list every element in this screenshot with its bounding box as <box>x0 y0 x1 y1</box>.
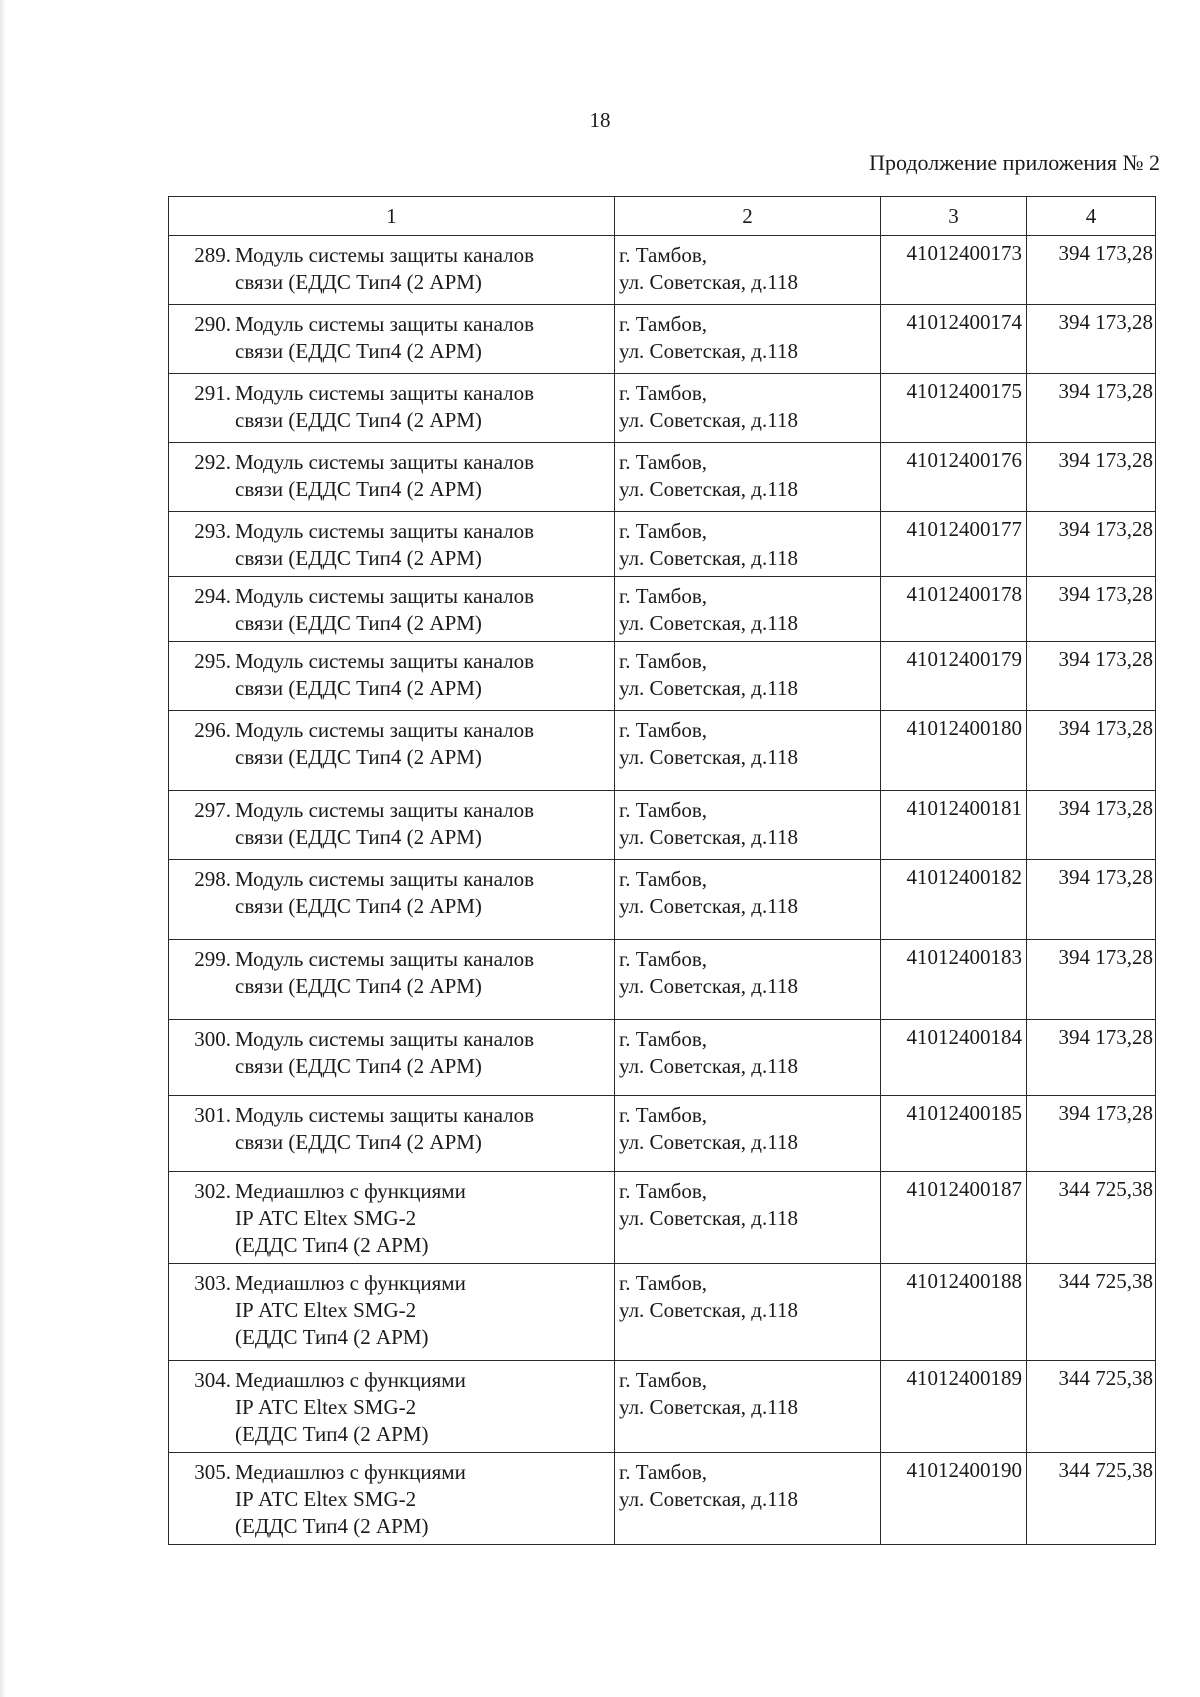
property-table <box>168 196 1156 1545</box>
inventory-number: 41012400173 <box>906 241 1022 265</box>
item-name-line: Модуль системы защиты каналов <box>235 312 535 336</box>
item-name-line: связи (ЕДДС Тип4 (2 АРМ) <box>235 339 482 363</box>
item-name-cell <box>169 1453 615 1545</box>
item-name-line: Модуль системы защиты каналов <box>235 584 535 608</box>
item-name-line: связи (ЕДДС Тип4 (2 АРМ) <box>235 1130 482 1154</box>
item-name-cell <box>169 236 615 305</box>
price-cell <box>1027 791 1156 860</box>
address-line: г. Тамбов, <box>619 312 708 336</box>
address-line: г. Тамбов, <box>619 798 708 822</box>
item-name-line: (ЕДДС Тип4 (2 АРМ) <box>235 1422 429 1446</box>
inventory-number: 41012400187 <box>906 1177 1022 1201</box>
inventory-number-cell <box>881 305 1027 374</box>
inventory-number-cell <box>881 940 1027 1020</box>
address-cell <box>615 1172 881 1264</box>
item-name-line: Модуль системы защиты каналов <box>235 947 535 971</box>
inventory-number-cell <box>881 1096 1027 1172</box>
table-row <box>169 236 1156 305</box>
address-line: ул. Советская, д.118 <box>619 1130 798 1154</box>
item-name-line: (ЕДДС Тип4 (2 АРМ) <box>235 1514 429 1538</box>
inventory-number-cell <box>881 642 1027 711</box>
item-name-line: Медиашлюз с функциями <box>235 1271 466 1295</box>
item-name-line: Модуль системы защиты каналов <box>235 1027 535 1051</box>
item-number: 295. <box>194 649 231 673</box>
item-number: 293. <box>194 519 231 543</box>
column-header-4: 4 <box>1027 197 1156 236</box>
header-row <box>169 197 1156 236</box>
item-name-line: Модуль системы защиты каналов <box>235 649 535 673</box>
address-line: ул. Советская, д.118 <box>619 1054 798 1078</box>
inventory-number: 41012400175 <box>906 379 1022 403</box>
address-line: ул. Советская, д.118 <box>619 546 798 570</box>
address-line: г. Тамбов, <box>619 243 708 267</box>
address-cell <box>615 1096 881 1172</box>
table-row <box>169 577 1156 642</box>
address-line: ул. Советская, д.118 <box>619 974 798 998</box>
inventory-number: 41012400180 <box>906 716 1022 740</box>
item-name-cell <box>169 305 615 374</box>
item-name-line: Модуль системы защиты каналов <box>235 867 535 891</box>
address-line: г. Тамбов, <box>619 450 708 474</box>
item-name-cell <box>169 642 615 711</box>
address-cell <box>615 1264 881 1361</box>
address-line: г. Тамбов, <box>619 381 708 405</box>
address-line: ул. Советская, д.118 <box>619 1487 798 1511</box>
price-value: 394 173,28 <box>1058 1025 1153 1049</box>
price-value: 344 725,38 <box>1058 1269 1153 1293</box>
table-row <box>169 791 1156 860</box>
item-number: 299. <box>194 947 231 971</box>
table-row <box>169 711 1156 791</box>
item-name-line: связи (ЕДДС Тип4 (2 АРМ) <box>235 676 482 700</box>
item-number: 291. <box>194 381 231 405</box>
price-value: 344 725,38 <box>1058 1366 1153 1390</box>
address-line: г. Тамбов, <box>619 947 708 971</box>
address-line: г. Тамбов, <box>619 1271 708 1295</box>
inventory-number: 41012400182 <box>906 865 1022 889</box>
address-cell <box>615 443 881 512</box>
item-name-line: Модуль системы защиты каналов <box>235 519 535 543</box>
inventory-number-cell <box>881 1020 1027 1096</box>
item-name-line: связи (ЕДДС Тип4 (2 АРМ) <box>235 974 482 998</box>
address-cell <box>615 940 881 1020</box>
inventory-number: 41012400181 <box>906 796 1022 820</box>
table-row <box>169 1096 1156 1172</box>
item-number: 304. <box>194 1368 231 1392</box>
item-number: 302. <box>194 1179 231 1203</box>
item-name-cell <box>169 1172 615 1264</box>
table-row <box>169 1453 1156 1545</box>
address-line: г. Тамбов, <box>619 1368 708 1392</box>
price-cell <box>1027 711 1156 791</box>
item-number: 301. <box>194 1103 231 1127</box>
price-value: 394 173,28 <box>1058 448 1153 472</box>
item-name-cell <box>169 512 615 577</box>
address-line: ул. Советская, д.118 <box>619 1298 798 1322</box>
table-body <box>169 236 1156 1545</box>
item-number: 294. <box>194 584 231 608</box>
scan-edge-shadow <box>0 0 6 1697</box>
item-number: 300. <box>194 1027 231 1051</box>
item-number: 298. <box>194 867 231 891</box>
column-header-3: 3 <box>881 197 1027 236</box>
inventory-number-cell <box>881 443 1027 512</box>
item-name-line: IP АТС Eltex SMG-2 <box>235 1298 417 1322</box>
item-name-line: Модуль системы защиты каналов <box>235 243 535 267</box>
item-name-cell <box>169 711 615 791</box>
item-name-cell <box>169 443 615 512</box>
price-cell <box>1027 1096 1156 1172</box>
inventory-number: 41012400177 <box>906 517 1022 541</box>
address-line: ул. Советская, д.118 <box>619 408 798 432</box>
address-cell <box>615 1361 881 1453</box>
address-cell <box>615 577 881 642</box>
address-line: г. Тамбов, <box>619 649 708 673</box>
address-line: ул. Советская, д.118 <box>619 477 798 501</box>
price-value: 394 173,28 <box>1058 582 1153 606</box>
item-name-cell <box>169 1096 615 1172</box>
address-cell <box>615 791 881 860</box>
inventory-number-cell <box>881 512 1027 577</box>
column-header-1: 1 <box>169 197 615 236</box>
address-cell <box>615 1020 881 1096</box>
address-cell <box>615 305 881 374</box>
table-row <box>169 305 1156 374</box>
price-value: 394 173,28 <box>1058 647 1153 671</box>
price-cell <box>1027 443 1156 512</box>
address-line: ул. Советская, д.118 <box>619 611 798 635</box>
inventory-number-cell <box>881 1361 1027 1453</box>
inventory-number: 41012400190 <box>906 1458 1022 1482</box>
address-cell <box>615 1453 881 1545</box>
item-name-line: связи (ЕДДС Тип4 (2 АРМ) <box>235 408 482 432</box>
inventory-number: 41012400183 <box>906 945 1022 969</box>
item-name-line: связи (ЕДДС Тип4 (2 АРМ) <box>235 611 482 635</box>
item-name-cell <box>169 1361 615 1453</box>
price-cell <box>1027 1264 1156 1361</box>
item-name-cell <box>169 791 615 860</box>
price-cell <box>1027 1172 1156 1264</box>
inventory-number: 41012400185 <box>906 1101 1022 1125</box>
item-name-line: IP АТС Eltex SMG-2 <box>235 1395 417 1419</box>
address-line: г. Тамбов, <box>619 1460 708 1484</box>
table-header <box>169 197 1156 236</box>
item-name-line: связи (ЕДДС Тип4 (2 АРМ) <box>235 894 482 918</box>
table-row <box>169 1172 1156 1264</box>
address-line: г. Тамбов, <box>619 1027 708 1051</box>
price-cell <box>1027 512 1156 577</box>
price-value: 394 173,28 <box>1058 379 1153 403</box>
price-cell <box>1027 1020 1156 1096</box>
item-name-line: связи (ЕДДС Тип4 (2 АРМ) <box>235 477 482 501</box>
item-name-line: Модуль системы защиты каналов <box>235 381 535 405</box>
item-name-cell <box>169 860 615 940</box>
item-name-line: связи (ЕДДС Тип4 (2 АРМ) <box>235 546 482 570</box>
price-value: 344 725,38 <box>1058 1458 1153 1482</box>
inventory-number: 41012400176 <box>906 448 1022 472</box>
price-cell <box>1027 374 1156 443</box>
price-value: 394 173,28 <box>1058 310 1153 334</box>
address-line: г. Тамбов, <box>619 1179 708 1203</box>
address-line: г. Тамбов, <box>619 584 708 608</box>
address-line: г. Тамбов, <box>619 519 708 543</box>
address-cell <box>615 374 881 443</box>
inventory-number: 41012400189 <box>906 1366 1022 1390</box>
price-value: 394 173,28 <box>1058 716 1153 740</box>
address-line: г. Тамбов, <box>619 718 708 742</box>
inventory-number-cell <box>881 577 1027 642</box>
price-value: 394 173,28 <box>1058 865 1153 889</box>
address-line: г. Тамбов, <box>619 867 708 891</box>
address-line: ул. Советская, д.118 <box>619 339 798 363</box>
item-name-line: IP АТС Eltex SMG-2 <box>235 1206 417 1230</box>
item-name-line: (ЕДДС Тип4 (2 АРМ) <box>235 1325 429 1349</box>
item-name-line: Модуль системы защиты каналов <box>235 1103 535 1127</box>
price-value: 344 725,38 <box>1058 1177 1153 1201</box>
price-cell <box>1027 1453 1156 1545</box>
inventory-number: 41012400179 <box>906 647 1022 671</box>
item-name-cell <box>169 374 615 443</box>
price-cell <box>1027 940 1156 1020</box>
table-row <box>169 860 1156 940</box>
item-number: 303. <box>194 1271 231 1295</box>
inventory-number-cell <box>881 236 1027 305</box>
item-name-line: связи (ЕДДС Тип4 (2 АРМ) <box>235 1054 482 1078</box>
table-row <box>169 1020 1156 1096</box>
address-cell <box>615 642 881 711</box>
inventory-number-cell <box>881 860 1027 940</box>
price-value: 394 173,28 <box>1058 241 1153 265</box>
inventory-number-cell <box>881 1172 1027 1264</box>
address-line: ул. Советская, д.118 <box>619 270 798 294</box>
price-value: 394 173,28 <box>1058 1101 1153 1125</box>
price-value: 394 173,28 <box>1058 796 1153 820</box>
address-line: ул. Советская, д.118 <box>619 1395 798 1419</box>
item-name-line: Модуль системы защиты каналов <box>235 718 535 742</box>
inventory-number: 41012400174 <box>906 310 1022 334</box>
address-line: г. Тамбов, <box>619 1103 708 1127</box>
item-number: 290. <box>194 312 231 336</box>
price-cell <box>1027 1361 1156 1453</box>
item-name-line: Медиашлюз с функциями <box>235 1179 466 1203</box>
appendix-title: Продолжение приложения № 2 <box>869 150 1160 175</box>
item-number: 296. <box>194 718 231 742</box>
item-name-line: связи (ЕДДС Тип4 (2 АРМ) <box>235 825 482 849</box>
item-number: 305. <box>194 1460 231 1484</box>
item-name-line: Модуль системы защиты каналов <box>235 798 535 822</box>
price-value: 394 173,28 <box>1058 945 1153 969</box>
price-cell <box>1027 642 1156 711</box>
item-name-line: связи (ЕДДС Тип4 (2 АРМ) <box>235 745 482 769</box>
price-cell <box>1027 305 1156 374</box>
inventory-number: 41012400184 <box>906 1025 1022 1049</box>
item-name-line: Модуль системы защиты каналов <box>235 450 535 474</box>
address-cell <box>615 236 881 305</box>
address-line: ул. Советская, д.118 <box>619 676 798 700</box>
price-cell <box>1027 236 1156 305</box>
inventory-number: 41012400188 <box>906 1269 1022 1293</box>
table-row <box>169 374 1156 443</box>
address-cell <box>615 860 881 940</box>
inventory-number-cell <box>881 711 1027 791</box>
inventory-number-cell <box>881 791 1027 860</box>
table-row <box>169 642 1156 711</box>
item-name-line: связи (ЕДДС Тип4 (2 АРМ) <box>235 270 482 294</box>
address-line: ул. Советская, д.118 <box>619 1206 798 1230</box>
item-number: 292. <box>194 450 231 474</box>
item-name-cell <box>169 1020 615 1096</box>
item-number: 297. <box>194 798 231 822</box>
table-row <box>169 940 1156 1020</box>
item-number: 289. <box>194 243 231 267</box>
address-line: ул. Советская, д.118 <box>619 745 798 769</box>
column-header-2: 2 <box>615 197 881 236</box>
item-name-cell <box>169 1264 615 1361</box>
page-number: 18 <box>589 108 611 132</box>
table-row <box>169 1361 1156 1453</box>
inventory-number: 41012400178 <box>906 582 1022 606</box>
table-row <box>169 443 1156 512</box>
price-cell <box>1027 860 1156 940</box>
item-name-cell <box>169 940 615 1020</box>
item-name-line: IP АТС Eltex SMG-2 <box>235 1487 417 1511</box>
table-row <box>169 512 1156 577</box>
inventory-number-cell <box>881 374 1027 443</box>
price-value: 394 173,28 <box>1058 517 1153 541</box>
price-cell <box>1027 577 1156 642</box>
item-name-line: Медиашлюз с функциями <box>235 1368 466 1392</box>
item-name-line: (ЕДДС Тип4 (2 АРМ) <box>235 1233 429 1257</box>
address-cell <box>615 512 881 577</box>
inventory-number-cell <box>881 1264 1027 1361</box>
item-name-line: Медиашлюз с функциями <box>235 1460 466 1484</box>
inventory-number-cell <box>881 1453 1027 1545</box>
address-line: ул. Советская, д.118 <box>619 894 798 918</box>
table-row <box>169 1264 1156 1361</box>
address-line: ул. Советская, д.118 <box>619 825 798 849</box>
address-cell <box>615 711 881 791</box>
item-name-cell <box>169 577 615 642</box>
